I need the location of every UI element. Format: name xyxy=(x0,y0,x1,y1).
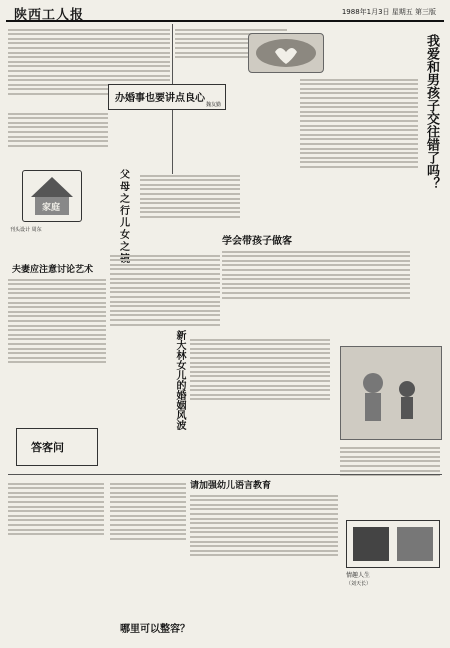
article-body-left-mid xyxy=(8,110,108,170)
column-tag: 家庭 xyxy=(42,203,61,213)
stamp-graphic-icon xyxy=(347,521,439,567)
headline-box-marriage xyxy=(108,84,226,110)
article-body-bottom-mid xyxy=(110,480,186,600)
cartoon-figure-icon xyxy=(341,347,441,439)
headline-please: 请加强幼儿语言教育 xyxy=(190,481,272,491)
headline-couple: 夫妻应注意讨论艺术 xyxy=(12,265,94,275)
column-logo xyxy=(22,170,82,222)
logo-caption: 刊头设计 周东 xyxy=(10,227,42,233)
house-logo-icon xyxy=(23,171,81,221)
bottom-caption: 情趣人生 xyxy=(346,572,371,579)
cartoon-image xyxy=(340,346,442,440)
headline-parents: 父母之行 儿女之 xyxy=(120,170,130,253)
bottom-stamp xyxy=(346,520,440,568)
article-body-right xyxy=(300,76,418,226)
section-divider xyxy=(8,474,442,475)
headline-learn: 学会带孩子做客 xyxy=(222,236,292,247)
headline-xian: 新大林女儿的婚姻风波 xyxy=(174,330,185,430)
newspaper-title: 陕西工人报 xyxy=(14,8,85,23)
masthead xyxy=(6,4,444,22)
date-line: 1988年1月3日 星期五 第三版 xyxy=(341,8,436,16)
article-body-learn xyxy=(222,248,410,328)
qa-box xyxy=(16,428,98,466)
headline-qa: 答客问 xyxy=(31,441,64,454)
headline-child-friendship: 我爱和男孩子交往错了吗？ xyxy=(424,34,439,190)
author-marriage: 魏友勤 xyxy=(205,102,221,108)
illustration-heart xyxy=(248,33,324,73)
bottom-author: （刘天长） xyxy=(346,581,372,587)
headline-where: 哪里可以整容？ xyxy=(120,624,190,635)
article-body-please xyxy=(190,492,338,592)
article-body-xian xyxy=(190,336,330,436)
heart-illustration-icon xyxy=(249,34,323,72)
article-body-couple xyxy=(8,276,106,416)
headline-marriage: 办婚事也要讲点良心 xyxy=(115,93,205,104)
article-body-bottom-left xyxy=(8,480,104,590)
